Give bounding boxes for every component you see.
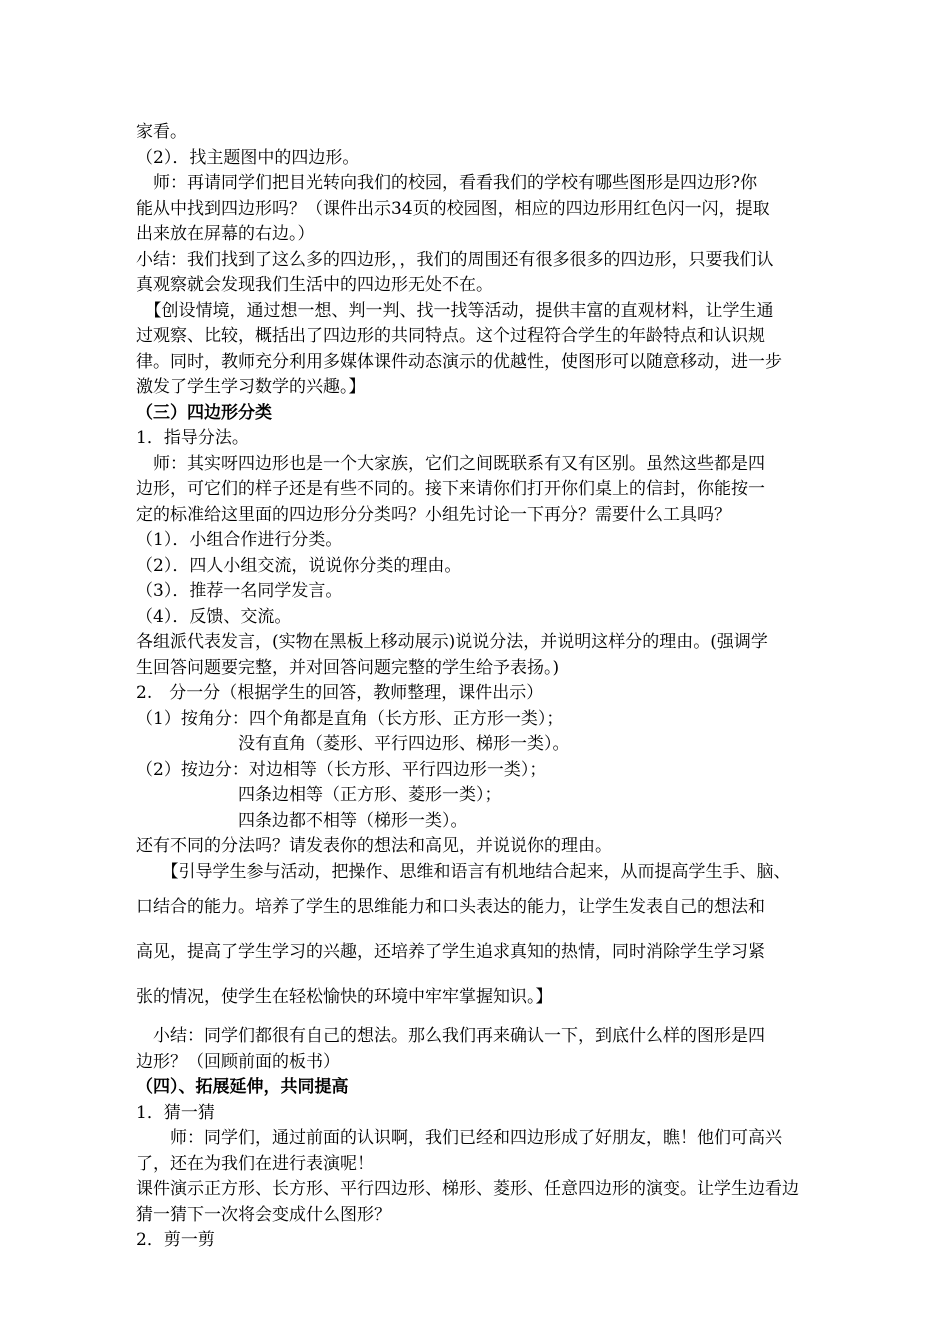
text-line: 猜一猜下一次将会变成什么图形？ — [136, 1204, 391, 1225]
section-heading: （三）四边形分类 — [136, 402, 272, 423]
text-line: 1．猜一猜 — [136, 1102, 215, 1123]
text-line: 律。同时，教师充分利用多媒体课件动态演示的优越性，使图形可以随意移动，进一步 — [136, 351, 782, 372]
text-line: 1．指导分法。 — [136, 428, 249, 448]
text-line: （1）．小组合作进行分类。 — [136, 530, 343, 550]
text-line: 高见，提高了学生学习的兴趣，还培养了学生追求真知的热情，同时消除学生学习紧 — [136, 942, 765, 962]
text-line: 家看。 — [136, 122, 187, 142]
text-line: 各组派代表发言，(实物在黑板上移动展示)说说分法，并说明这样分的理由。(强调学 — [136, 632, 768, 652]
text-line: 出来放在屏幕的右边。） — [136, 224, 315, 244]
text-line: 【创设情境，通过想一想、判一判、找一找等活动，提供丰富的直观材料，让学生通 — [136, 300, 774, 321]
text-line: 张的情况，使学生在轻松愉快的环境中牢牢掌握知识。】 — [136, 987, 553, 1007]
text-line: 边形？（回顾前面的板书） — [136, 1051, 340, 1072]
text-line: （1）按角分：四个角都是直角（长方形、正方形一类）； — [136, 708, 564, 729]
text-line: 小结：我们找到了这么多的四边形，，我们的周围还有很多很多的四边形，只要我们认 — [136, 249, 774, 270]
section-heading: （四）、拓展延伸，共同提高 — [136, 1077, 349, 1097]
text-line: （3）．推荐一名同学发言。 — [136, 581, 343, 601]
text-line: 激发了学生学习数学的兴趣。】 — [136, 377, 366, 397]
text-line: 生回答问题要完整，并对回答问题完整的学生给予表扬。) — [136, 657, 560, 678]
text-line: 师：同学们，通过前面的认识啊，我们已经和四边形成了好朋友，瞧！他们可高兴 — [136, 1128, 782, 1148]
text-line: 课件演示正方形、长方形、平行四边形、梯形、菱形、任意四边形的演变。让学生边看边 — [136, 1179, 799, 1199]
text-line: 师：其实呀四边形也是一个大家族，它们之间既联系有又有区别。虽然这些都是四 — [136, 453, 765, 474]
text-line: 还有不同的分法吗？请发表你的想法和高见，并说说你的理由。 — [136, 836, 612, 856]
text-line: 四条边相等（正方形、菱形一类）； — [136, 785, 502, 805]
text-line: 小结：同学们都很有自己的想法。那么我们再来确认一下，到底什么样的图形是四 — [136, 1026, 765, 1046]
text-line: 师：再请同学们把目光转向我们的校园，看看我们的学校有哪些图形是四边形?你 — [136, 173, 758, 193]
text-line: 过观察、比较，概括出了四边形的共同特点。这个过程符合学生的年龄特点和认识规 — [136, 326, 765, 346]
text-line: 边形，可它们的样子还是有些不同的。接下来请你们打开你们桌上的信封，你能按一 — [136, 479, 765, 499]
text-line: 没有直角（菱形、平行四边形、梯形一类）。 — [136, 734, 570, 754]
text-line: 定的标准给这里面的四边形分分类吗？小组先讨论一下再分？需要什么工具吗？ — [136, 504, 731, 525]
text-line: 了，还在为我们在进行表演呢！ — [136, 1153, 374, 1174]
text-line: （4）．反馈、交流。 — [136, 606, 292, 627]
text-line: 真观察就会发现我们生活中的四边形无处不在。 — [136, 275, 493, 295]
text-line: （2）按边分：对边相等（长方形、平行四边形一类）； — [136, 759, 547, 780]
text-line: 2. 分一分（根据学生的回答，教师整理，课件出示） — [136, 683, 544, 703]
text-line: 口结合的能力。培养了学生的思维能力和口头表达的能力，让学生发表自己的想法和 — [136, 897, 765, 917]
text-line: 2．剪一剪 — [136, 1230, 215, 1250]
text-line: （2）．四人小组交流，说说你分类的理由。 — [136, 555, 462, 576]
text-line: 四条边都不相等（梯形一类）。 — [136, 810, 468, 831]
document-page — [136, 120, 842, 1254]
text-line: （2）．找主题图中的四边形。 — [136, 147, 360, 168]
text-line: 能从中找到四边形吗？（课件出示34页的校园图，相应的四边形用红色闪一闪，提取 — [136, 198, 770, 219]
text-line: 【引导学生参与活动，把操作、思维和语言有机地结合起来，从而提高学生手、脑、 — [136, 861, 791, 882]
